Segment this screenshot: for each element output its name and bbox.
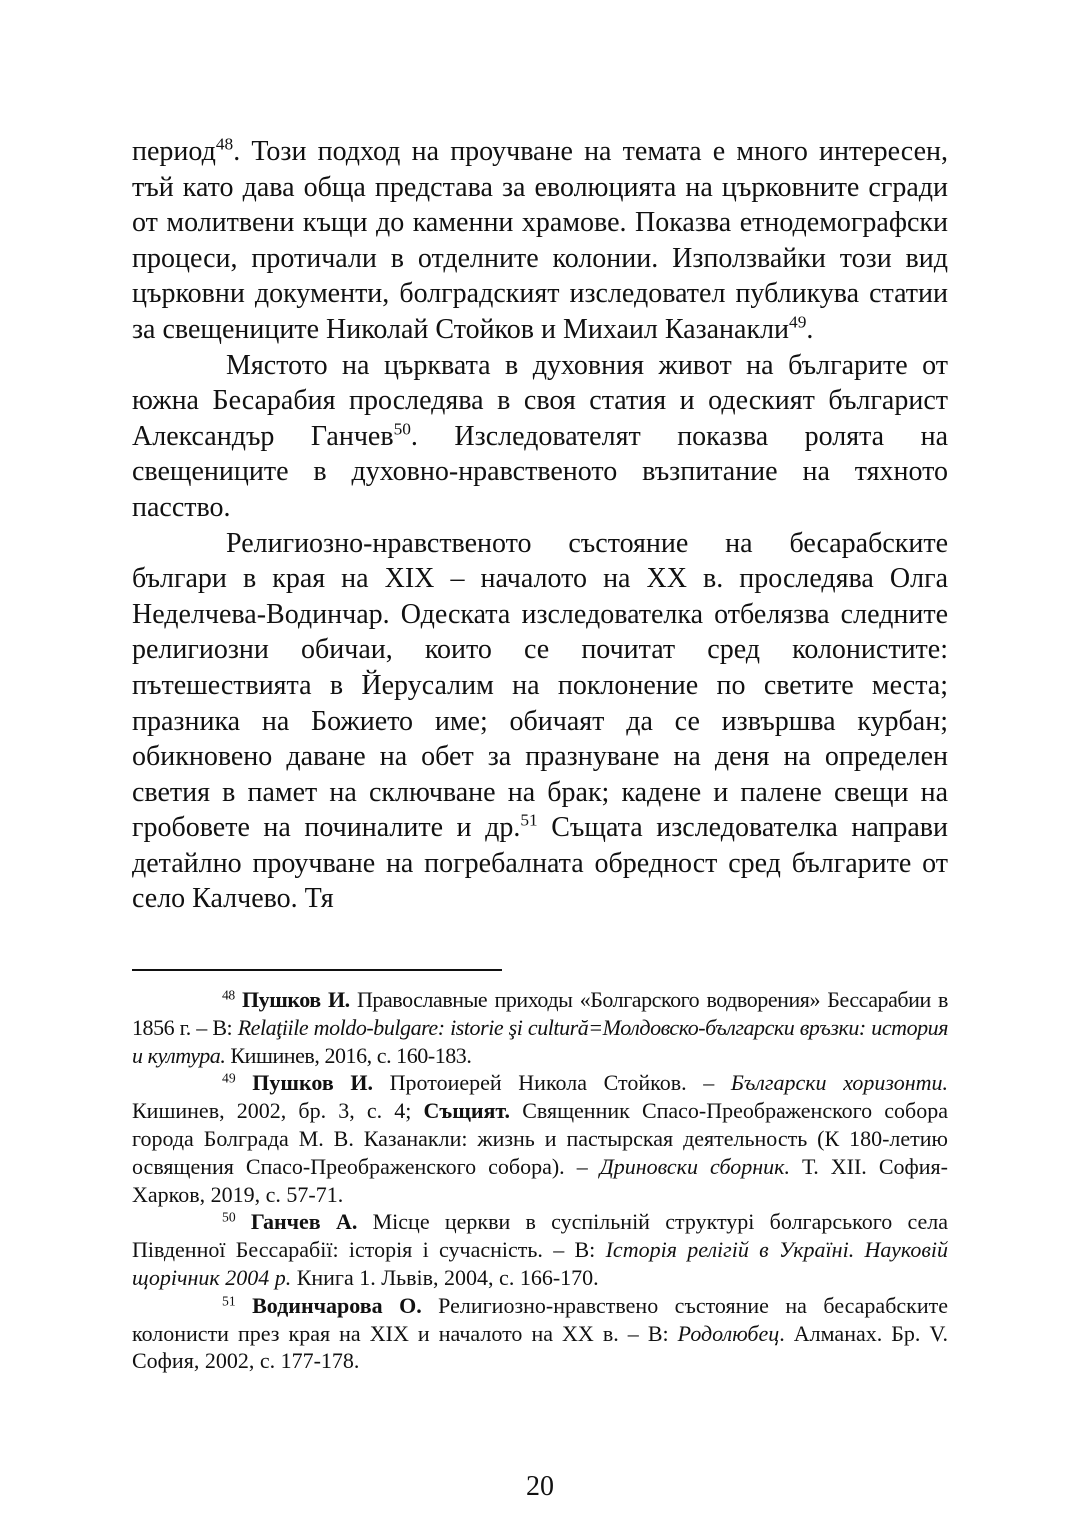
footnote-author: Ганчев А. — [250, 1209, 358, 1235]
footnote-text: Книга 1. Львів, 2004, с. 166-170. — [291, 1264, 599, 1290]
footnote-text: Православные приходы «Болгарского водворения» Бессарабии в 1856 г. – В: — [132, 987, 948, 1040]
footnote-title: Български хоризонти. — [730, 1070, 949, 1096]
footnote-number: 48 — [222, 987, 235, 1003]
footnote-ref-48[interactable]: 48 — [215, 134, 234, 154]
footnote-49 — [132, 1069, 948, 1208]
paragraph-2 — [132, 348, 948, 526]
footnote-separator — [132, 969, 502, 971]
footnote-author: Същият. — [423, 1098, 511, 1124]
footnote-author: Водинчарова О. — [252, 1292, 422, 1318]
text-run: . — [806, 313, 814, 345]
footnote-text: Религиозно-нравствено състояние на бесарабските колонисти през края на XIX и началото на XX в. – В: — [132, 1292, 948, 1346]
footnote-text: . Алманах. Бр. V. София, 2002, с. 177-178. — [132, 1320, 949, 1374]
footnote-ref-51[interactable]: 51 — [520, 810, 538, 830]
footnote-number: 51 — [222, 1293, 236, 1309]
footnote-text: Протоиерей Никола Стойков. – — [372, 1070, 731, 1096]
footnote-title: Історія релігій в Україні. Науковій щорічник 2004 р. — [132, 1237, 948, 1290]
footnote-text: Священник Спасо-Преображенского собора города Болграда М. В. Казанакли: жизнь и пастырская деятельность (К 180-летию освящения Спасо-Преображенского собора). – — [132, 1098, 948, 1179]
text-run: . Този подход на проучване на темата е много интересен, тъй като дава обща представа за еволюцията на църковните сгради от молитвени къщи до каменни храмове. Показва етнодемографски процеси, протичали в отделните колонии. Използвайки този вид църковни документи, болградският изследовател публикува статии за свещениците Николай Стойков и Михаил Казанакли — [132, 136, 948, 345]
footnote-title: Родолюбец — [677, 1320, 780, 1346]
text-run: Религиозно-нравственото състояние на бесарабските българи в края на XIX – началото на XX в. проследява Олга Неделчева-Водинчар. Одеската изследователка отбелязва следните религиозни обичаи, които се почитат сред колонистите: пътешествията в Йерусалим на поклонение по светите места; празника на Божието име; обичаят да се извършва курбан; обикновено даване на обет за празнуване на деня на определен светия в памет на сключване на брак; кадене и палене свещи на гробовете на починалите и др. — [132, 527, 948, 844]
footnote-number: 49 — [222, 1070, 236, 1086]
footnote-text: Т. XII. София-Харков, 2019, с. 57-71. — [132, 1153, 948, 1207]
footnote-author: Пушков И. — [252, 1070, 373, 1096]
footnotes — [132, 986, 948, 1375]
footnote-title: Relaţiile moldo-bulgare: istorie şi cultură=Молдовско-български връзки: история и култура. — [132, 1014, 948, 1068]
paragraph-3 — [132, 526, 948, 918]
footnote-51 — [132, 1292, 948, 1375]
footnote-ref-49[interactable]: 49 — [789, 312, 807, 332]
text-run: . Изследователят показва ролята на свещениците в духовно-нравственото възпитание на тяхното пасство. — [132, 420, 948, 523]
footnote-text: Місце церкви в суспільній структурі болгарського села Південної Бессарабії: історія і сучасність. – В: — [132, 1209, 948, 1263]
footnote-title: Дриновски сборник. — [599, 1153, 790, 1179]
text-run: период — [132, 136, 216, 167]
paragraph-1 — [132, 134, 948, 348]
footnote-author: Пушков И. — [242, 987, 350, 1012]
text-run: Мястото на църквата в духовния живот на българите от южна Бесарабия проследява в своя статия и одеският българист Александър Ганчев — [132, 349, 948, 452]
footnote-50 — [132, 1208, 948, 1291]
footnote-text: Кишинев, 2002, бр. 3, с. 4; — [132, 1098, 424, 1124]
text-run: Същата изследователка направи детайлно проучване на погребалната обредност сред българите от село Калчево. Тя — [132, 812, 948, 915]
footnote-48 — [132, 986, 948, 1069]
page-number: 20 — [526, 1471, 554, 1502]
footnote-number: 50 — [222, 1209, 236, 1225]
footnote-ref-50[interactable]: 50 — [393, 419, 411, 439]
main-text — [132, 134, 948, 917]
footnote-text: Кишинев, 2016, с. 160-183. — [225, 1042, 472, 1068]
